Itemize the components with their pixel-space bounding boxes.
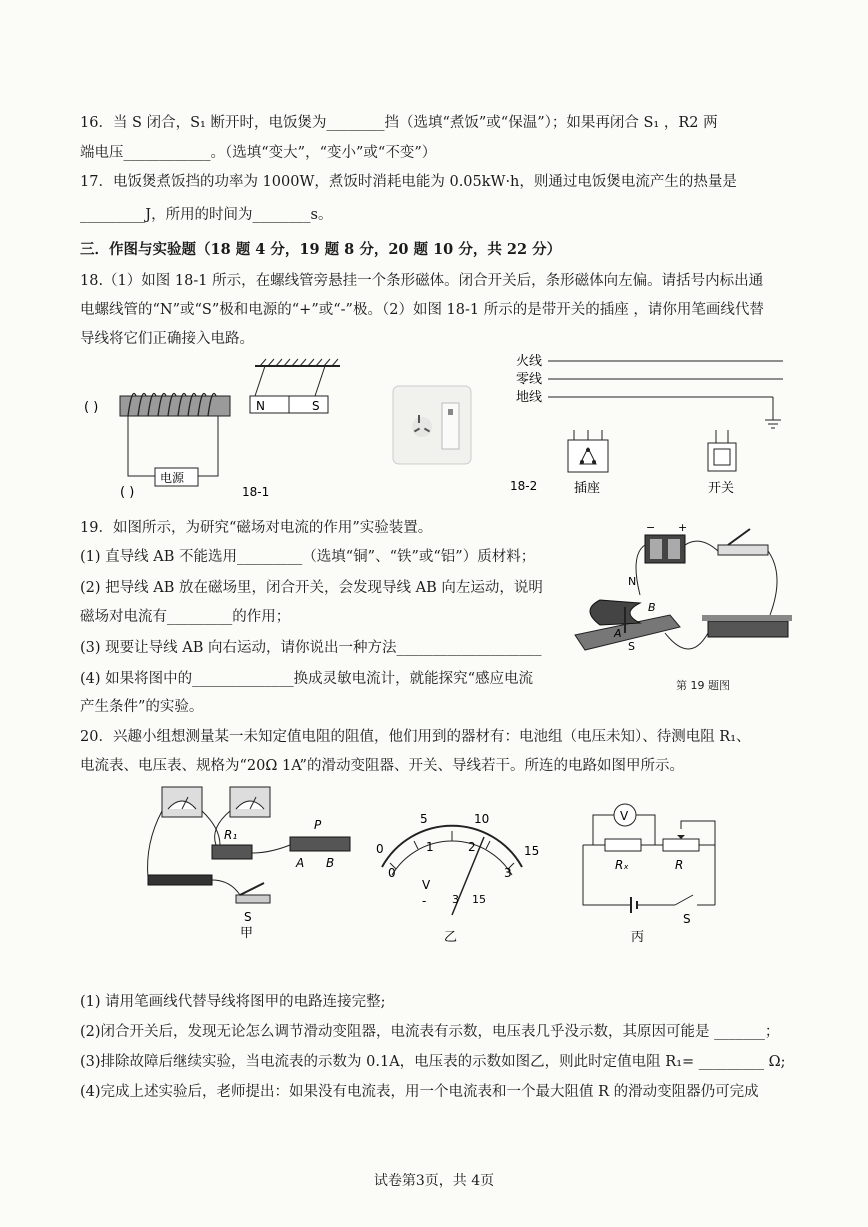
battery-minus: −	[646, 521, 656, 534]
live-wire-label: 火线	[516, 354, 543, 369]
q19-line-5: (3) 现要让导线 AB 向右运动，请你说出一种方法____________________	[80, 640, 542, 656]
terminal-3: 3	[452, 893, 459, 906]
section-3-heading: 三．作图与实验题（18 题 4 分，19 题 8 分，20 题 10 分，共 22 分）	[80, 241, 562, 258]
slider-p-label: P	[314, 818, 322, 832]
q18-line-2: 电螺线管的“N”或“S”极和电源的“+”或“-”极。（2）如图 18-1 所示的是带开关的插座 ，请你用笔画线代替	[80, 302, 764, 318]
voltmeter-symbol: V	[620, 809, 629, 823]
figure-18-2	[508, 350, 798, 500]
wire-a-label: A	[614, 627, 622, 640]
magnet-s-label: S	[628, 640, 635, 653]
q16-line-2: 端电压____________。（选填“变大”，“变小”或“不变”）	[80, 145, 437, 161]
scale-bottom-2: 2	[468, 840, 476, 854]
voltmeter-v-label: V	[422, 878, 431, 892]
figure-20-jia	[140, 783, 360, 943]
solenoid-bracket: ( )	[84, 400, 99, 415]
wire-b-label: B	[648, 601, 656, 614]
figure-20-bing	[575, 795, 725, 945]
terminal-minus: -	[422, 894, 427, 908]
rx-label: Rₓ	[615, 858, 629, 872]
q18-line-3: 导线将它们正确接入电路。	[80, 331, 254, 347]
q19-line-2: (1) 直导线 AB 不能选用_________（选填“铜”、“铁”或“铝”）质材料；	[80, 549, 536, 565]
q17-line-2: _________J，所用的时间为________s。	[80, 207, 333, 223]
figure-18-2-label: 18-2	[510, 479, 538, 493]
figure-20-yi	[362, 805, 542, 945]
q19-line-6: (4) 如果将图中的______________换成灵敏电流计，就能探究“感应电流	[80, 671, 534, 687]
figure-yi-label: 乙	[444, 930, 458, 945]
figure-19	[570, 515, 795, 695]
q20-sub-3: (3)排除故障后继续实验，当电流表的示数为 0.1A，电压表的示数如图乙，则此时定值电阻 R₁= _________ Ω;	[80, 1054, 786, 1070]
q19-line-4: 磁场对电流有_________的作用；	[80, 609, 291, 625]
page-footer: 试卷第3页，共 4页	[373, 1173, 495, 1189]
q16-line-1: 16．当 S 闭合，S₁ 断开时，电饭煲为________挡（选填“煮饭”或“保温”）；如果再闭合 S₁ ，R2 两	[80, 115, 718, 131]
neutral-wire-label: 零线	[516, 372, 543, 387]
figure-jia-label: 甲	[240, 926, 254, 941]
q20-sub-4: (4)完成上述实验后，老师提出：如果没有电流表，用一个电流表和一个最大阻值 R 的滑动变阻器仍可完成	[80, 1084, 759, 1100]
terminal-a-label: A	[296, 856, 305, 870]
scale-top-10: 10	[474, 812, 490, 826]
figure-bing-label: 丙	[631, 930, 645, 945]
scale-bottom-1: 1	[426, 840, 434, 854]
q19-line-1: 19．如图所示，为研究“磁场对电流的作用”实验装置。	[80, 520, 433, 536]
battery-plus: +	[678, 521, 688, 534]
socket-photo	[392, 385, 472, 465]
switch-s-label: S	[244, 910, 252, 924]
r-label: R	[675, 858, 684, 872]
power-source-label: 电源	[160, 471, 185, 485]
power-bracket: ( )	[120, 485, 135, 500]
magnet-n-label: N	[628, 575, 637, 588]
terminal-15: 15	[472, 893, 486, 906]
switch-s-label: S	[683, 912, 691, 926]
q20-line-1: 20．兴趣小组想测量某一未知定值电阻的阻值，他们用到的器材有：电池组（电压未知）、待测电阻 R₁、	[80, 729, 751, 745]
magnet-n-label: N	[256, 399, 265, 413]
socket-label: 插座	[574, 481, 601, 496]
figure-18-1-label: 18-1	[242, 485, 270, 499]
r1-label: R₁	[224, 828, 238, 842]
q19-line-7: 产生条件”的实验。	[80, 699, 204, 715]
q20-sub-1: (1) 请用笔画线代替导线将图甲的电路连接完整;	[80, 994, 386, 1010]
magnet-s-label: S	[312, 399, 320, 413]
q17-line-1: 17．电饭煲煮饭挡的功率为 1000W，煮饭时消耗电能为 0.05kW·h，则通过电饭煲电流产生的热量是	[80, 174, 737, 190]
scale-bottom-3: 3	[504, 866, 512, 880]
q18-line-1: 18.（1）如图 18-1 所示，在螺线管旁悬挂一个条形磁体。闭合开关后，条形磁体向左偏。请括号内标出通	[80, 273, 764, 289]
figure-19-caption: 第 19 题图	[676, 679, 730, 692]
q19-line-3: (2) 把导线 AB 放在磁场里，闭合开关，会发现导线 AB 向左运动，说明	[80, 580, 543, 596]
scale-top-15: 15	[524, 844, 540, 858]
terminal-b-label: B	[326, 856, 335, 870]
ground-wire-label: 地线	[516, 390, 543, 405]
figure-18-1	[80, 356, 360, 506]
switch-label: 开关	[708, 481, 735, 496]
scale-bottom-0: 0	[388, 866, 396, 880]
q20-line-2: 电流表、电压表、规格为“20Ω 1A”的滑动变阻器、开关、导线若干。所连的电路如图甲所示。	[80, 758, 684, 774]
scale-top-0: 0	[376, 842, 384, 856]
scale-top-5: 5	[420, 812, 428, 826]
q20-sub-2: (2)闭合开关后，发现无论怎么调节滑动变阻器，电流表有示数，电压表几乎没示数，其原因可能是 _______；	[80, 1024, 780, 1040]
